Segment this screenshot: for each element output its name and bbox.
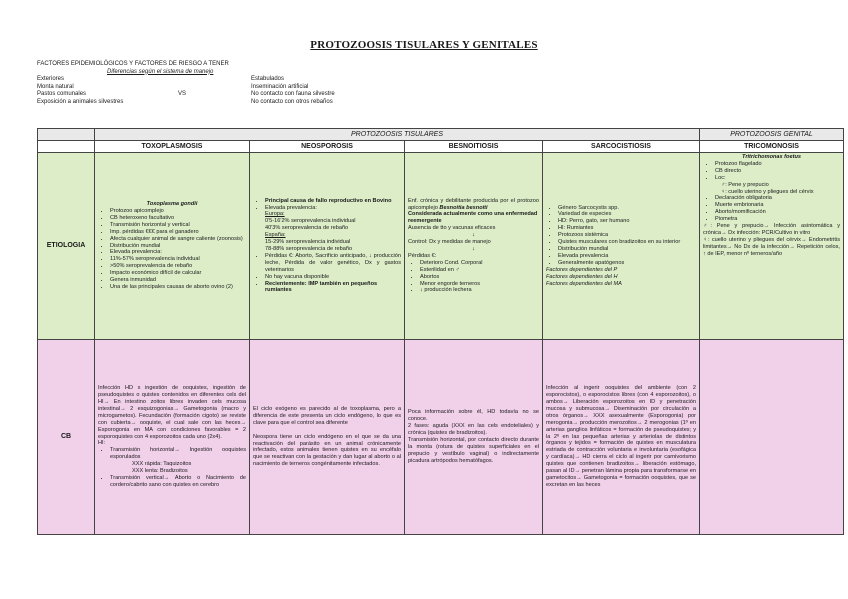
toxo-cb-list-2 xyxy=(98,475,246,489)
group-tisular-header: PROTOZOOSIS TISULARES xyxy=(95,129,700,141)
list-item: • CB heteroxeno facultativo xyxy=(110,215,246,222)
list-item: • ↓ producción lechera xyxy=(420,287,539,294)
list-item: • Muerte embrionaria xyxy=(715,202,840,209)
neo-cb-cell xyxy=(250,340,405,535)
bes-cb-text-1: Poca información sobre él, HD todavía no se conoce. xyxy=(408,409,539,423)
list-item: • Loc: xyxy=(715,175,840,182)
list-item: • Elevada prevalencia: xyxy=(265,205,401,212)
list-item: • Imp. pérdidas €€€ para el ganadero xyxy=(110,229,246,236)
list-item: • No hay vacuna disponible xyxy=(265,274,401,281)
list-subheading: España: xyxy=(265,232,286,239)
list-item: • Esterilidad en ♂ xyxy=(420,267,539,274)
list-item: • Transmisión horizontal→ Ingestión ooquistes esporulados xyxy=(110,447,246,461)
list-item: • Impacto económico difícil de calcular xyxy=(110,270,246,277)
intro-right: No contacto con otros rebaños xyxy=(251,98,333,105)
sarco-cb-cell xyxy=(543,340,700,535)
list-subitem: XXX lenta: Bradizoitos xyxy=(132,468,188,475)
list-item: • Protozoo flagelado xyxy=(715,161,840,168)
tri-etiologia-cell xyxy=(700,153,844,340)
bes-reemergent: Considerada actualmente como una enfermedad reemergente xyxy=(408,211,538,225)
bes-treatment: Ausencia de tto y vacunas eficaces xyxy=(408,225,496,232)
intro-left: Exteriores xyxy=(37,76,65,83)
tri-female-note: ♀: cuello uterino y pliegues del cérvix→ Endometritis limitantes→ No Dx de la infección→ Repetición celos, ↑ de IEP, menor nº terneros/año xyxy=(703,236,840,257)
group-header-row xyxy=(38,129,844,141)
intro-right: Inseminación artificial xyxy=(251,83,309,90)
toxo-cb-cell xyxy=(95,340,250,535)
list-subheading: Europa: xyxy=(265,211,285,218)
bes-control: Control: Dx y medidas de manejo xyxy=(408,239,491,246)
list-item: • Quistes musculares con bradizoitos en su interior xyxy=(558,239,696,246)
disease-header-row xyxy=(38,141,844,153)
list-item: • Distribución mundial xyxy=(558,246,696,253)
intro-row xyxy=(37,76,797,84)
header-neosporosis: NEOSPOROSIS xyxy=(250,141,405,153)
toxo-cb-hi: HI: xyxy=(98,440,106,447)
list-item: • Género Sarcocystis spp. xyxy=(558,205,696,212)
neo-etiologia-cell xyxy=(250,153,405,340)
list-item: • HD: Perro, gato, ser humano xyxy=(558,218,696,225)
header-tricomonosis: TRICOMONOSIS xyxy=(700,141,844,153)
list-item: • Pérdidas €: Aborto, Sacrificio anticipado, ↓ producción leche, Pérdida de valor genético, Dx y gastos veterinarios xyxy=(265,253,401,274)
list-subitem: XXX rápida: Taquizoitos xyxy=(132,461,192,468)
neo-cb-text-1: El ciclo exógeno es parecido al de toxoplasma, pero a diferencia de este presenta un ciclo endógeno, lo que es clave para que el control sea diferente xyxy=(253,405,401,426)
tri-etio-list xyxy=(703,161,840,182)
bes-pathogen-name: Besnoitia besnoiti xyxy=(439,204,488,211)
bes-losses-list xyxy=(408,260,539,295)
list-subitem: 0'5-16'2% seroprevalencia individual xyxy=(265,218,356,225)
list-item: • Distribución mundial xyxy=(110,243,246,250)
sarco-cb-text: Infección al ingerir ooquistes del ambiente (con 2 esporocistos), o esporocistos libres (con 4 esporozoitos), o ambos→ Liberación esporozoitos en ID y penetración mucosa y submucosa→ Diseminación por circulación a otros órganos→ XXX asexualmente (Esporogonia) por merogonia→ producción merozoitos→ 2 merogonias (1º en arterias ganglios linfáticos = formación de pseudoquistes; y la 2º en las pequeñas arterias y arteriolas de distintos órganos y tejidos = formación de quistes en musculatura estriada de contracción voluntaria e involuntaria (esofágica y cardíaca)→ HD cierra el ciclo al ingerir por carnivorismo quistes que contienen bradizoitos→ liberación estómago, pasan al ID→ penetran lámina propia para transformarse en gametocitos→ Gametogonia = formación ooquistes, que se excretan en las heces xyxy=(546,385,696,488)
list-item: • 11%-57% seroprevalencia individual xyxy=(110,256,246,263)
empty-corner xyxy=(38,141,95,153)
neo-etio-list xyxy=(253,198,401,295)
sarco-etiologia-cell xyxy=(543,153,700,340)
toxo-cb-list xyxy=(98,447,246,461)
cb-row xyxy=(38,340,844,535)
list-item: • Genera inmunidad xyxy=(110,277,246,284)
list-item: • Transmisión vertical→ Aborto o Nacimiento de cordero/cabrito sano con quistes en cerebro xyxy=(110,475,246,489)
intro-right: No contacto con fauna silvestre xyxy=(251,91,335,98)
toxo-pathogen-name: Toxoplasma gondii xyxy=(146,201,198,208)
arrow-down-icon: ↓ xyxy=(472,246,475,252)
tri-pathogen-name: Tritrichomonas foetus xyxy=(742,154,801,160)
group-genital-header: PROTOZOOSIS GENITAL xyxy=(700,129,844,141)
etiologia-row xyxy=(38,153,844,340)
list-subitem: 15-29% seroprevalencia individual xyxy=(265,239,351,246)
list-item: • Abortos xyxy=(420,274,539,281)
bes-cb-text-3: Transmisión horizontal, por contacto directo durante la monta (rotura de quistes superficiales en el prepucio y vestíbulo vaginal) o indirectamente picadura artrópodos hematófagos. xyxy=(408,437,539,464)
tri-etio-list-2 xyxy=(703,195,840,223)
row-label-cb: CB xyxy=(38,340,95,535)
sarco-factor-p: Factores dependientes del P xyxy=(546,266,618,273)
list-item: • Transmisión horizontal y vertical xyxy=(110,222,246,229)
tri-cb-cell xyxy=(700,340,844,535)
list-item: • >50% seroprevalencia de rebaño xyxy=(110,263,246,270)
intro-mid xyxy=(178,99,251,107)
intro-left: Exposición a animales silvestres xyxy=(37,98,124,105)
list-item: • CB directo xyxy=(715,168,840,175)
list-item: • Generalmente apatógenos xyxy=(558,260,696,267)
list-item: • Protozoos sistémica xyxy=(558,232,696,239)
list-item: • Variedad de especies xyxy=(558,211,696,218)
list-item: • HI: Rumiantes xyxy=(558,225,696,232)
bes-intro-text: Enf. crónica y debilitante producida por el protozoo apicomplejo xyxy=(408,197,539,211)
empty-corner xyxy=(38,129,95,141)
list-item: • Afecta cualquier animal de sangre caliente (zoonosis) xyxy=(110,236,246,243)
intro-row xyxy=(37,91,797,99)
intro-subheading: Diferencias según el sistema de manejo xyxy=(107,68,214,75)
list-item: • Protozoo apicomplejo xyxy=(110,208,246,215)
intro-mid xyxy=(178,84,251,92)
list-item: • Recientemente: IMP también en pequeños rumiantes xyxy=(265,281,401,295)
bes-losses: Pérdidas €: xyxy=(408,252,437,259)
bes-etiologia-cell xyxy=(405,153,543,340)
list-item: • Menor engorde terneros xyxy=(420,281,539,288)
bes-cb-text-2: 2 fases: aguda (XXX en las cels endoteliales) y crónica (quistes de bradizoitos). xyxy=(408,423,539,437)
intro-mid xyxy=(178,76,251,84)
sarco-etio-list xyxy=(546,205,696,267)
intro-mid: VS xyxy=(178,91,187,98)
sarco-factor-h: Factores dependientes del H xyxy=(546,273,618,280)
list-item: • Declaración obligatoria xyxy=(715,195,840,202)
intro-heading: FACTORES EPIDEMIOLÓGICOS Y FACTORES DE RIESGO A TENER xyxy=(37,61,229,67)
epidemiology-intro xyxy=(37,61,797,107)
tri-loc-female: ♀: cuello uterino y pliegues del cérvix xyxy=(721,188,814,195)
header-sarcocistiosis: SARCOCISTIOSIS xyxy=(543,141,700,153)
list-item: • Piometra xyxy=(715,216,840,223)
page-title: PROTOZOOSIS TISULARES Y GENITALES xyxy=(310,39,538,51)
list-item: • Elevada prevalencia: xyxy=(110,249,246,256)
row-label-etiologia: ETIOLOGIA xyxy=(38,153,95,340)
list-subitem: 78-88% seroprevalencia de rebaño xyxy=(265,246,353,252)
bes-intro xyxy=(408,198,539,212)
sarco-factor-ma: Factores dependientes del MA xyxy=(546,280,622,287)
intro-left: Pastos comunales xyxy=(37,91,87,98)
toxo-etiologia-cell xyxy=(95,153,250,340)
tri-loc-male: ♂: Pene y prepucio xyxy=(721,181,769,188)
bes-cb-cell xyxy=(405,340,543,535)
protozoosis-table xyxy=(37,128,844,535)
neo-cb-text-2: Neospora tiene un ciclo endógeno en el que se da una reactivación del parásito en un animal crónicamente infectado, estos animales tienen quistes en su encéfalo que se reactivan con la gestación y dan lugar al aborto o al nacimiento de terneros congénitamente infectados. xyxy=(253,433,401,468)
toxo-cb-text: Infección HD x ingestión de ooquistes, ingestión de pseudoquistes o quistes contenidos en diferentes cels del HI→ En intestino zoitos libres invaden cels mucosa intestinal→ 2 esquizogonias→ Gametogonia (macro y microgametos). Fecundación (formación cigoto) se reviste con cubierta→ ooquiste, el cual sale con las heces→ Esporogonia en MA con condiciones favorables = 2 esporoquistes con 4 esporozoitos cada uno (2x4). xyxy=(98,385,246,440)
list-item: • Principal causa de fallo reproductivo en Bovino xyxy=(265,198,401,205)
list-subitem: 40'3% seroprevalencia de rebaño xyxy=(265,225,349,232)
list-item: • Elevada prevalencia xyxy=(558,253,696,260)
header-toxoplasmosis: TOXOPLASMOSIS xyxy=(95,141,250,153)
list-item: • Una de las principales causas de aborto ovino (2) xyxy=(110,284,246,291)
arrow-down-icon: ↓ xyxy=(472,232,475,239)
tri-male-note: ♂: Pene y prepucio→ Infección asintomática y crónica→ Dx infección: PCR/Cultivo in vitro xyxy=(703,223,840,236)
intro-row xyxy=(37,84,797,92)
header-besnoitiosis: BESNOITIOSIS xyxy=(405,141,543,153)
toxo-etio-list xyxy=(98,208,246,291)
intro-left: Monta natural xyxy=(37,83,74,90)
list-item: • Aborto/momificación xyxy=(715,209,840,216)
intro-row xyxy=(37,99,797,107)
list-item: • Deterioro Cond. Corporal xyxy=(420,260,539,267)
intro-right: Estabulados xyxy=(251,76,285,83)
